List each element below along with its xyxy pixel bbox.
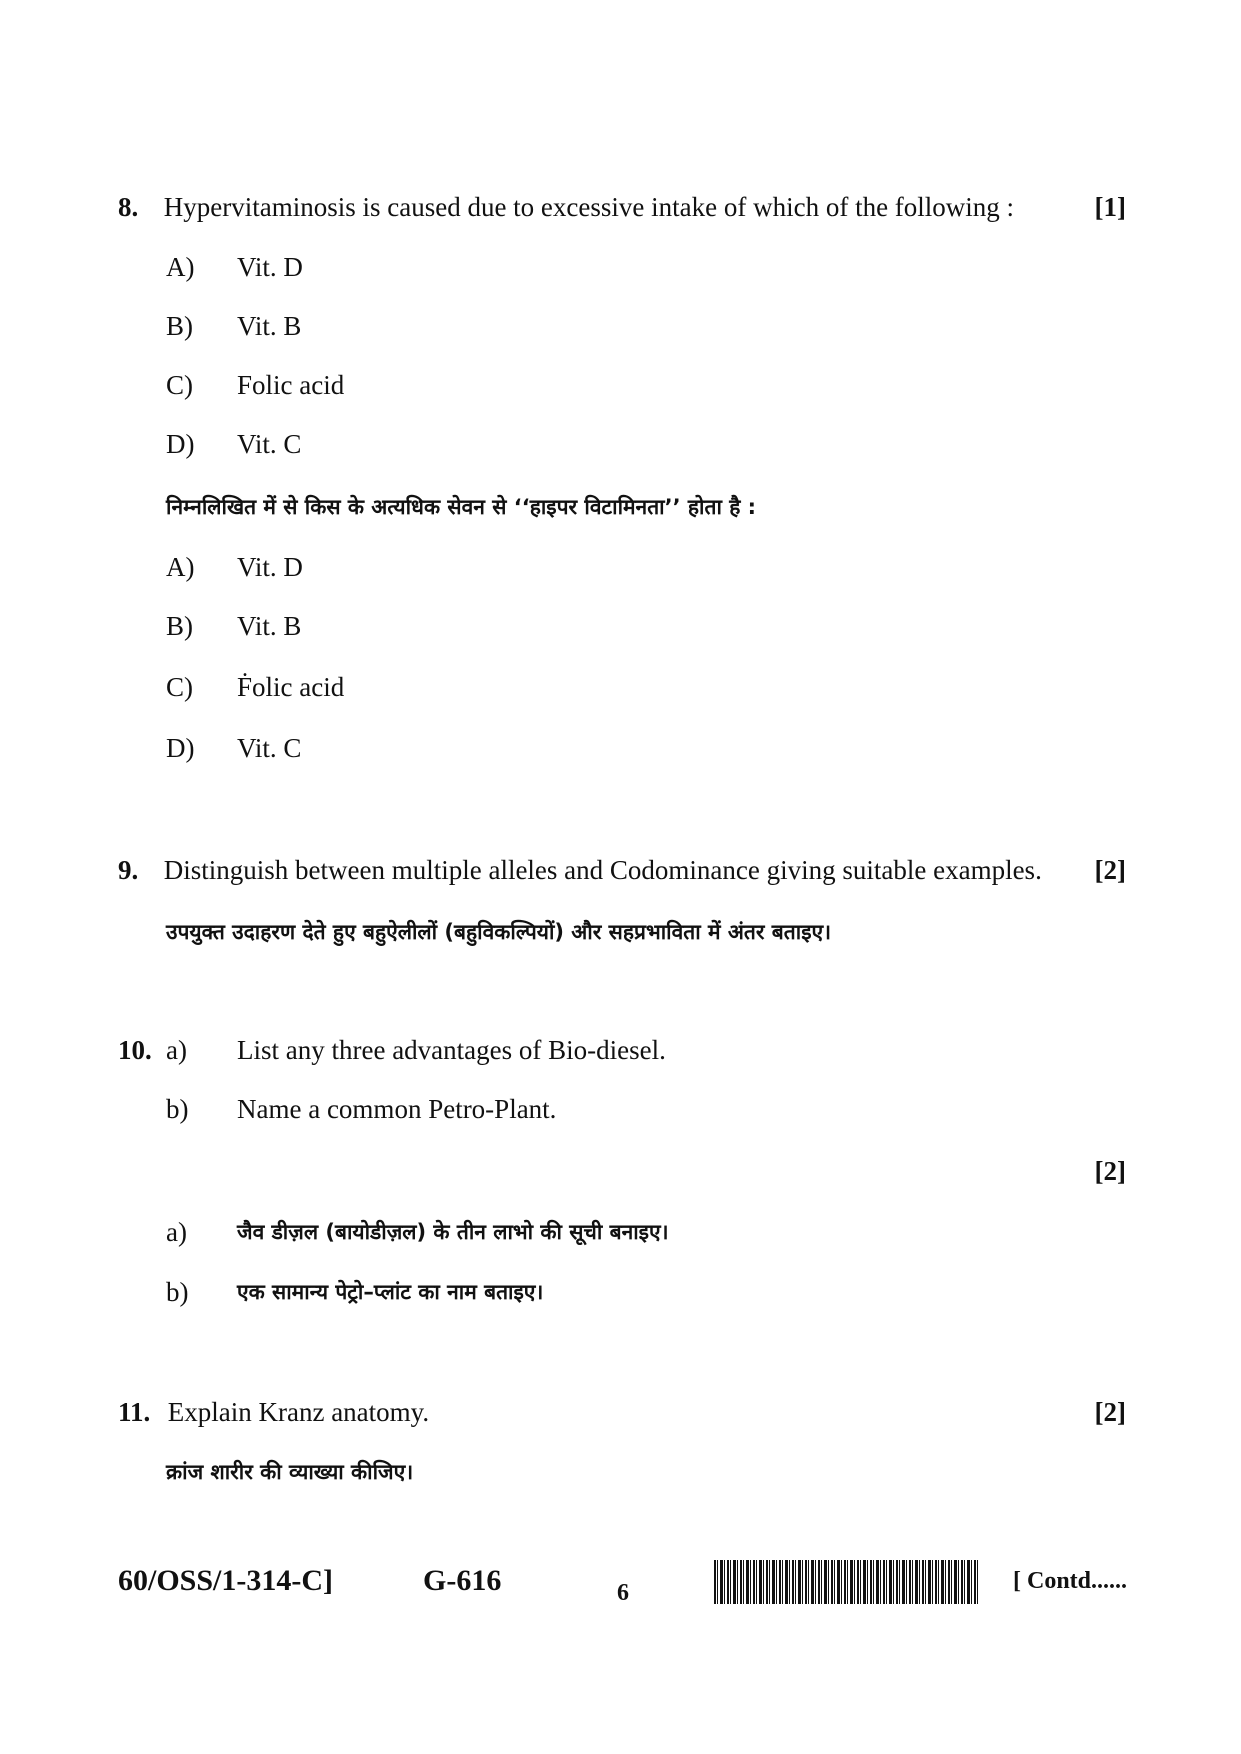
- part-text: Name a common Petro-Plant.: [237, 1094, 557, 1124]
- option-letter: D): [166, 733, 195, 763]
- option-letter: A): [166, 552, 195, 582]
- marks-badge: [2]: [1094, 855, 1126, 885]
- question-11-line: [118, 1395, 429, 1429]
- option-text: Ḟolic acid: [237, 672, 345, 702]
- question-text-hindi: निम्नलिखित में से किस के अत्यधिक सेवन से ‘‘हाइपर विटामिनता’’ होता है :: [166, 495, 757, 519]
- contd-label: [ Contd......: [1013, 1568, 1128, 1594]
- part-text: List any three advantages of Bio-diesel.: [237, 1035, 666, 1065]
- page-number: 6: [617, 1580, 629, 1606]
- question-9-line: [118, 853, 1042, 887]
- question-number: 11.: [118, 1397, 151, 1427]
- barcode-image: [714, 1560, 979, 1604]
- part-text-hindi: एक सामान्य पेट्रो–प्लांट का नाम बताइए।: [237, 1280, 544, 1304]
- question-text: Distinguish between multiple alleles and Codominance giving suitable examples.: [163, 855, 1042, 885]
- option-text: Vit. B: [237, 311, 302, 341]
- option-letter: C): [166, 672, 193, 702]
- option-letter: C): [166, 370, 193, 400]
- question-text-hindi: उपयुक्त उदाहरण देते हुए बहुऐलीलों (बहुविकल्पियों) और सहप्रभाविता में अंतर बताइए।: [166, 920, 832, 944]
- series-code: G-616: [423, 1564, 502, 1597]
- question-text-hindi: क्रांज शारीर की व्याख्या कीजिए।: [166, 1460, 414, 1484]
- paper-code: 60/OSS/1-314-C]: [118, 1564, 334, 1597]
- option-letter: D): [166, 429, 195, 459]
- option-text: Vit. C: [237, 429, 302, 459]
- option-text: Vit. D: [237, 552, 303, 582]
- option-text: Vit. D: [237, 252, 303, 282]
- part-text-hindi: जैव डीज़ल (बायोडीज़ल) के तीन लाभो की सूची बनाइए।: [237, 1220, 669, 1244]
- option-text: Folic acid: [237, 370, 345, 400]
- question-text: Explain Kranz anatomy.: [167, 1397, 430, 1427]
- option-text: Vit. B: [237, 611, 302, 641]
- marks-badge: [2]: [1094, 1397, 1126, 1427]
- question-8-line: [118, 190, 1014, 224]
- option-letter: A): [166, 252, 195, 282]
- marks-badge: [1]: [1094, 192, 1126, 222]
- option-letter: B): [166, 311, 193, 341]
- question-number: 8.: [118, 192, 139, 222]
- part-letter: b): [166, 1094, 189, 1124]
- part-letter: a): [166, 1035, 187, 1065]
- part-letter: a): [166, 1217, 187, 1247]
- question-text: Hypervitaminosis is caused due to excessive intake of which of the following :: [163, 192, 1015, 222]
- option-text: Vit. C: [237, 733, 302, 763]
- question-number: 9.: [118, 855, 139, 885]
- question-number: 10.: [118, 1035, 152, 1065]
- option-letter: B): [166, 611, 193, 641]
- marks-badge: [2]: [1094, 1156, 1126, 1186]
- part-letter: b): [166, 1277, 189, 1307]
